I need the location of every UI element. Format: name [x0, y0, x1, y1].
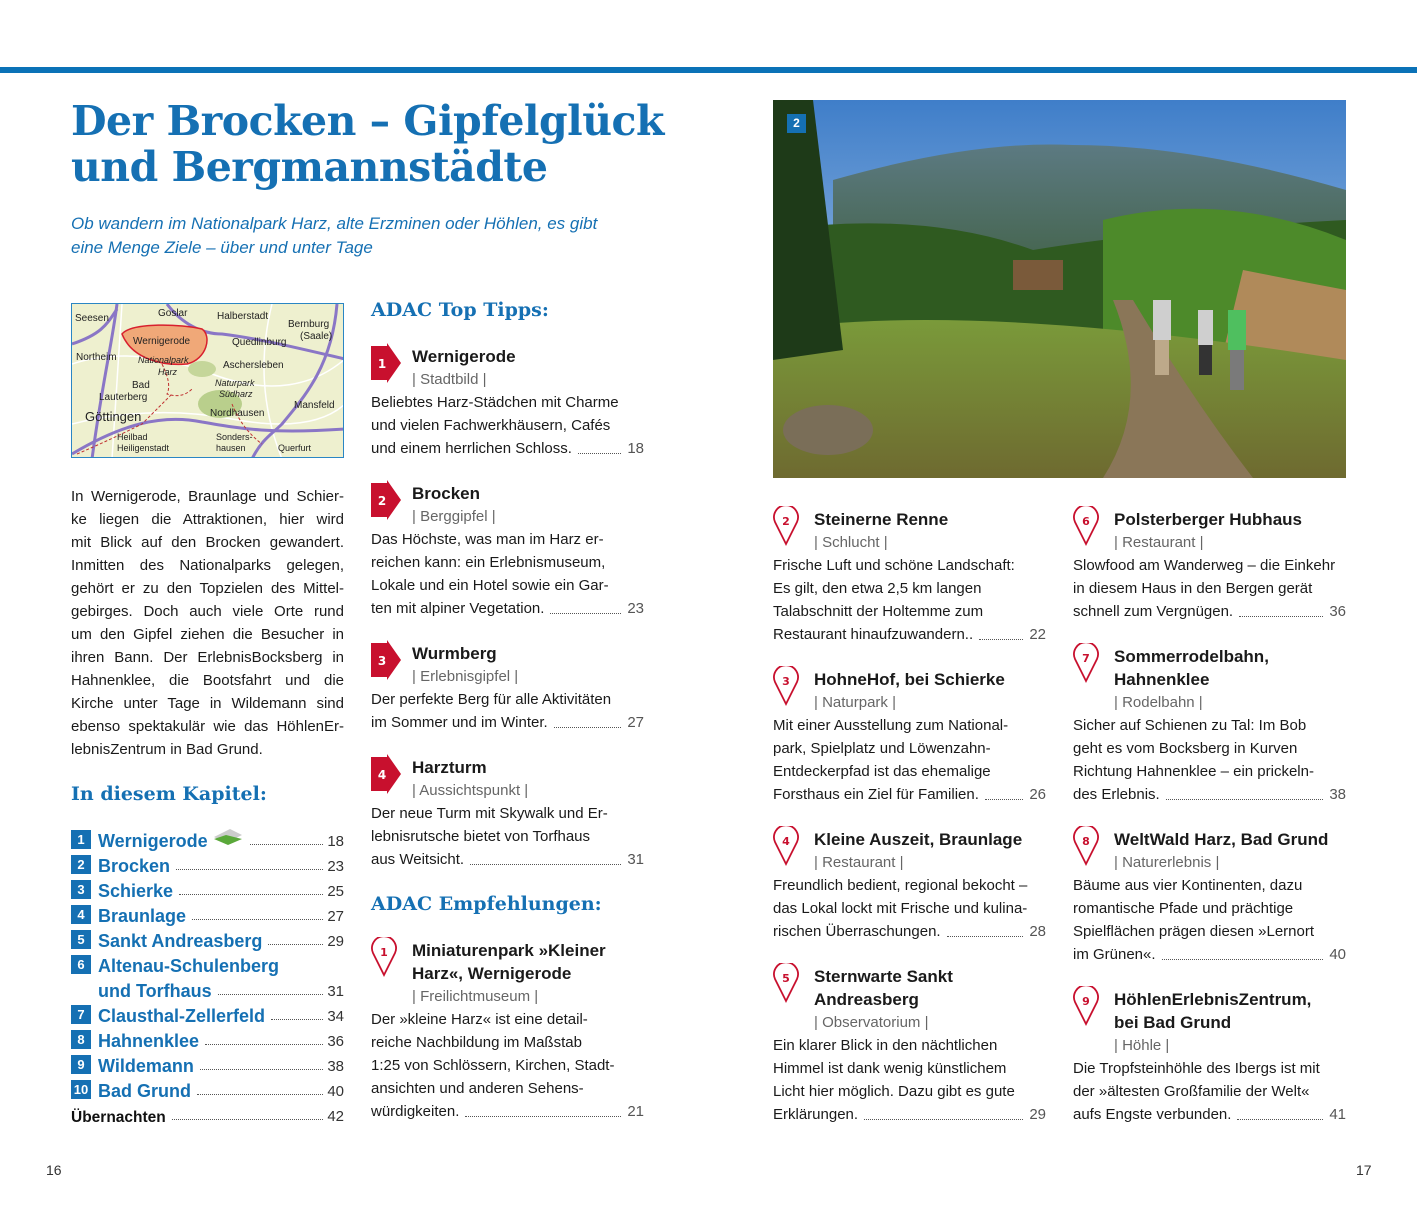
- chapter-number-badge: 4: [71, 905, 91, 924]
- chapter-item-page: 18: [327, 833, 344, 850]
- entry-description-line: Der neue Turm mit Skywalk und Er-: [371, 805, 608, 822]
- dot-leader: [271, 1019, 323, 1020]
- chapter-item-page: 29: [327, 933, 344, 950]
- dot-leader: [1237, 1119, 1323, 1120]
- entry-title: Sommerrodelbahn,: [1114, 647, 1269, 666]
- chapter-item[interactable]: [71, 902, 344, 927]
- top-tip-marker-icon: [371, 343, 401, 387]
- entry-description-line: Licht hier möglich. Dazu gibt es gute: [773, 1083, 1015, 1100]
- entry-description-last-line: [371, 437, 644, 460]
- map-pin-icon: [773, 666, 803, 710]
- entry-page: 36: [1329, 603, 1346, 620]
- entry-description-line: aufs Engste verbunden.: [1073, 1106, 1232, 1123]
- dot-leader: [172, 1119, 324, 1120]
- entry-description-line: Sicher auf Schienen zu Tal: Im Bob: [1073, 717, 1307, 734]
- entry-title: HöhlenErlebnisZentrum,: [1114, 990, 1312, 1009]
- recommendation-entry[interactable]: [1073, 828, 1346, 966]
- intro-line: ihren Bann. Der ErlebnisBocksberg in: [71, 649, 344, 666]
- recommendation-entry[interactable]: [773, 828, 1046, 943]
- map-label: Südharz: [219, 389, 253, 399]
- entry-category: | Rodelbahn |: [1114, 694, 1203, 711]
- intro-line: gehört er zu den Topzielen des Mittel-: [71, 580, 344, 597]
- entry-description-line: lebnisrutsche bietet von Torfhaus: [371, 828, 591, 845]
- entry-title: Andreasberg: [814, 990, 919, 1009]
- map-label: Seesen: [75, 313, 109, 324]
- entry-description-line: reiche Nachbildung im Maßstab: [371, 1034, 582, 1051]
- chapter-item-page: 27: [327, 908, 344, 925]
- chapter-heading: In diesem Kapitel:: [71, 783, 267, 805]
- chapter-item-overnight[interactable]: [71, 1102, 344, 1127]
- dot-leader: [192, 919, 323, 920]
- chapter-item[interactable]: [71, 877, 344, 902]
- entry-description-line: und vielen Fachwerkhäusern, Cafés: [371, 417, 611, 434]
- entry-page: 21: [627, 1103, 644, 1120]
- entry-category: | Restaurant |: [814, 854, 904, 871]
- map-label: Göttingen: [85, 409, 142, 424]
- map-label: Halberstadt: [217, 311, 269, 322]
- chapter-item-page: 36: [327, 1033, 344, 1050]
- entry-description-last-line: [1073, 1103, 1346, 1126]
- dot-leader: [205, 1044, 323, 1045]
- intro-line: um den Gipfel ziehen die Besucher in: [71, 626, 344, 643]
- chapter-number-badge: 10: [71, 1080, 91, 1099]
- recommendation-entry[interactable]: [1073, 988, 1346, 1126]
- map-label: Querfurt: [278, 443, 312, 453]
- map-pin-icon: [1073, 643, 1103, 687]
- landscape-image: [773, 100, 1346, 478]
- chapter-item-page: 40: [327, 1083, 344, 1100]
- chapter-item-name: Wildemann: [98, 1056, 194, 1076]
- top-rule: [0, 67, 1417, 73]
- chapter-item-name: und Torfhaus: [98, 981, 212, 1001]
- svg-text:1: 1: [380, 946, 388, 959]
- dot-leader: [985, 799, 1023, 800]
- map-label: Wernigerode: [133, 336, 191, 347]
- entry-page: 22: [1029, 626, 1046, 643]
- entry-page: 29: [1029, 1106, 1046, 1123]
- chapter-item[interactable]: [71, 1052, 344, 1077]
- entry-description-line: ansichten und anderen Sehens-: [371, 1080, 584, 1097]
- chapter-item-name: Hahnenklee: [98, 1031, 200, 1051]
- chapter-item-name: Bad Grund: [98, 1081, 191, 1101]
- intro-line: ke liegen die Attraktionen, hier wird: [71, 511, 344, 528]
- top-tip-marker-icon: [371, 640, 401, 684]
- recommendation-entry[interactable]: [773, 508, 1046, 646]
- recommendation-entry[interactable]: [371, 939, 644, 1123]
- chapter-number-badge: 3: [71, 880, 91, 899]
- chapter-list: [71, 827, 344, 1127]
- entry-description-line: ten mit alpiner Vegetation.: [371, 600, 545, 617]
- book-icon: [212, 827, 244, 852]
- entry-description-line: 1:25 von Schlössern, Kirchen, Stadt-: [371, 1057, 615, 1074]
- intro-line: Kirche unter Tage in Wildemann sind: [71, 695, 344, 712]
- intro-text: [71, 485, 344, 761]
- intro-line: Inmitten des Nationalparks gelegen,: [71, 557, 344, 574]
- entry-description-last-line: [1073, 600, 1346, 623]
- intro-line: ebenso spektakulär wie das HöhlenEr-: [71, 718, 344, 735]
- entry-title: HohneHof, bei Schierke: [814, 670, 1005, 689]
- entry-title: bei Bad Grund: [1114, 1013, 1232, 1032]
- dot-leader: [268, 944, 323, 945]
- entry-description-line: Restaurant hinaufzuwandern..: [773, 626, 974, 643]
- entry-category: | Berggipfel |: [412, 508, 496, 525]
- chapter-item-page: 42: [327, 1108, 344, 1125]
- map-pin-icon: [1073, 506, 1103, 550]
- entry-description-line: Der perfekte Berg für alle Aktivitäten: [371, 691, 612, 708]
- entry-page: 41: [1329, 1106, 1346, 1123]
- entry-description-line: Es gilt, den etwa 2,5 km langen: [773, 580, 982, 597]
- entry-description-line: Himmel ist dank wenig künstlichem: [773, 1060, 1007, 1077]
- map-pin-icon: [371, 937, 401, 981]
- entry-description-last-line: [773, 1103, 1046, 1126]
- chapter-item-page: 25: [327, 883, 344, 900]
- entry-description-line: in diesem Haus in den Bergen gerät: [1073, 580, 1313, 597]
- column-top-tips: [371, 299, 644, 1145]
- map-label: hausen: [216, 443, 246, 453]
- top-tip-marker-icon: [371, 754, 401, 798]
- map-label: Quedlinburg: [232, 337, 287, 348]
- title-line: und Bergmannstädte: [71, 143, 548, 191]
- map-label: Nordhausen: [210, 408, 265, 419]
- chapter-number-badge: 9: [71, 1055, 91, 1074]
- entry-description-last-line: [773, 920, 1046, 943]
- svg-text:4: 4: [782, 835, 790, 848]
- entry-title: Brocken: [412, 484, 481, 503]
- subtitle-line: Ob wandern im Nationalpark Harz, alte Erzminen oder Höhlen, es gibt: [71, 214, 598, 233]
- entry-category: | Höhle |: [1114, 1037, 1170, 1054]
- map-pin-icon: [1073, 826, 1103, 870]
- map-pin-icon: [773, 963, 803, 1007]
- svg-text:4: 4: [377, 768, 387, 782]
- dot-leader: [179, 894, 323, 895]
- map-label: Lauterberg: [99, 392, 148, 403]
- subtitle-line: eine Menge Ziele – über und unter Tage: [71, 238, 373, 257]
- map-label: Harz: [158, 367, 178, 377]
- photo-number-badge: 2: [787, 114, 806, 133]
- entry-category: | Erlebnisgipfel |: [412, 668, 519, 685]
- recommendation-entry[interactable]: [1073, 645, 1346, 806]
- map-graphic: [72, 304, 344, 458]
- dot-leader: [250, 844, 324, 845]
- dot-leader: [218, 994, 324, 995]
- entry-page: 27: [627, 714, 644, 731]
- entry-title: Hahnenklee: [1114, 670, 1210, 689]
- page-number-right: 17: [1356, 1162, 1372, 1178]
- chapter-item[interactable]: [71, 1002, 344, 1027]
- chapter-item-page: 38: [327, 1058, 344, 1075]
- chapter-item-name: Wernigerode: [98, 831, 208, 851]
- chapter-item-name: Clausthal-Zellerfeld: [98, 1006, 266, 1026]
- top-tip-marker-icon: [371, 480, 401, 524]
- column-recommendations-3: [1073, 508, 1346, 1148]
- entry-description-last-line: [773, 623, 1046, 646]
- entry-description-line: romantische Pfade und prächtige: [1073, 900, 1294, 917]
- map-label: Sonders-: [216, 432, 253, 442]
- dot-leader: [979, 639, 1023, 640]
- svg-text:5: 5: [782, 972, 790, 985]
- entry-title: Miniaturenpark »Kleiner: [412, 941, 606, 960]
- entry-description-line: Das Höchste, was man im Harz er-: [371, 531, 604, 548]
- entry-title: WeltWald Harz, Bad Grund: [1114, 830, 1329, 849]
- chapter-item-name: Übernachten: [71, 1109, 166, 1126]
- entry-title: Wurmberg: [412, 644, 497, 663]
- top-tip-entry[interactable]: [371, 642, 644, 734]
- entry-description-line: Lokale und ein Hotel sowie ein Gar-: [371, 577, 609, 594]
- entry-description-line: Forsthaus ein Ziel für Familien.: [773, 786, 979, 803]
- map-label: Goslar: [158, 308, 188, 319]
- chapter-item-name: Brocken: [98, 856, 171, 876]
- map-label: Bernburg: [288, 319, 330, 330]
- entry-description-line: würdigkeiten.: [371, 1103, 460, 1120]
- recommendation-entry[interactable]: [773, 668, 1046, 806]
- entry-description-last-line: [371, 597, 644, 620]
- map-label: (Saale): [300, 331, 333, 342]
- entry-page: 18: [627, 440, 644, 457]
- dot-leader: [550, 613, 621, 614]
- dot-leader: [200, 1069, 323, 1070]
- entry-description-line: Entdeckerpfad ist das ehemalige: [773, 763, 991, 780]
- chapter-number-badge: 1: [71, 830, 91, 849]
- dot-leader: [197, 1094, 323, 1095]
- chapter-item-name: Sankt Andreasberg: [98, 931, 263, 951]
- entry-description-last-line: [371, 848, 644, 871]
- chapter-item[interactable]: [71, 927, 344, 952]
- entry-page: 38: [1329, 786, 1346, 803]
- intro-line: In Wernigerode, Braunlage und Schier-: [71, 488, 344, 505]
- chapter-item[interactable]: [71, 852, 344, 877]
- intro-line: gebirges. Doch auch viele Orte rund: [71, 603, 344, 620]
- map-pin-icon: [1073, 986, 1103, 1030]
- svg-text:2: 2: [782, 515, 790, 528]
- title-line: Der Brocken – Gipfelglück: [71, 97, 664, 145]
- chapter-item-name: Schierke: [98, 881, 174, 901]
- map-label: Northeim: [76, 352, 117, 363]
- entry-description-line: Freundlich bedient, regional bekocht –: [773, 877, 1028, 894]
- left-column: [71, 485, 344, 1127]
- chapter-number-badge: 7: [71, 1005, 91, 1024]
- region-map: [71, 303, 344, 458]
- entry-title: Harz«, Wernigerode: [412, 964, 572, 983]
- recommendations-heading: ADAC Empfehlungen:: [371, 893, 602, 915]
- map-label: Heiligenstadt: [117, 443, 170, 453]
- chapter-item[interactable]: [71, 1027, 344, 1052]
- map-label: Bad: [132, 380, 150, 391]
- hikers-photo: [773, 100, 1346, 478]
- entry-description-line: rischen Überraschungen.: [773, 923, 941, 940]
- entry-description-line: im Grünen«.: [1073, 946, 1156, 963]
- intro-line: mit Blick auf den Brocken gewandert.: [71, 534, 344, 551]
- entry-page: 40: [1329, 946, 1346, 963]
- svg-text:3: 3: [782, 675, 790, 688]
- page-subtitle: [71, 212, 751, 260]
- chapter-item-page: 23: [327, 858, 344, 875]
- entry-title: Harzturm: [412, 758, 487, 777]
- entry-description-line: Richtung Hahnenklee – ein prickeln-: [1073, 763, 1314, 780]
- entry-title: Sternwarte Sankt: [814, 967, 953, 986]
- chapter-number-badge: 2: [71, 855, 91, 874]
- dot-leader: [1239, 616, 1323, 617]
- entry-description-line: Slowfood am Wanderweg – die Einkehr: [1073, 557, 1336, 574]
- chapter-number-badge: 5: [71, 930, 91, 949]
- chapter-item[interactable]: [71, 1077, 344, 1102]
- entry-description-line: Erklärungen.: [773, 1106, 859, 1123]
- dot-leader: [1162, 959, 1324, 960]
- entry-description-line: im Sommer und im Winter.: [371, 714, 548, 731]
- svg-text:1: 1: [377, 357, 387, 371]
- column-recommendations-2: [773, 508, 1046, 1148]
- dot-leader: [465, 1116, 621, 1117]
- entry-page: 26: [1029, 786, 1046, 803]
- map-label: Nationalpark: [138, 355, 189, 365]
- entry-category: | Freilichtmuseum |: [412, 988, 539, 1005]
- svg-text:2: 2: [377, 494, 387, 508]
- entry-category: | Restaurant |: [1114, 534, 1204, 551]
- entry-description-line: Talabschnitt der Holtemme zum: [773, 603, 984, 620]
- map-label: Heilbad: [117, 432, 148, 442]
- entry-category: | Stadtbild |: [412, 371, 487, 388]
- dot-leader: [176, 869, 323, 870]
- entry-description-last-line: [1073, 943, 1346, 966]
- entry-description-line: schnell zum Vergnügen.: [1073, 603, 1234, 620]
- top-tip-entry[interactable]: [371, 345, 644, 460]
- entry-description-line: des Erlebnis.: [1073, 786, 1160, 803]
- svg-text:3: 3: [377, 654, 387, 668]
- entry-description-line: der »ältesten Großfamilie der Welt«: [1073, 1083, 1310, 1100]
- chapter-item-name: Braunlage: [98, 906, 187, 926]
- chapter-item-page: 34: [327, 1008, 344, 1025]
- entry-description-line: Mit einer Ausstellung zum National-: [773, 717, 1009, 734]
- top-tips-heading: ADAC Top Tipps:: [371, 299, 549, 321]
- dot-leader: [470, 864, 621, 865]
- entry-description-line: Der »kleine Harz« ist eine detail-: [371, 1011, 588, 1028]
- intro-line: lebnisZentrum in Bad Grund.: [71, 741, 263, 758]
- entry-page: 28: [1029, 923, 1046, 940]
- entry-category: | Aussichtspunkt |: [412, 782, 529, 799]
- entry-description-line: Frische Luft und schöne Landschaft:: [773, 557, 1015, 574]
- map-pin-icon: [773, 506, 803, 550]
- entry-description-line: Ein klarer Blick in den nächtlichen: [773, 1037, 998, 1054]
- dot-leader: [1166, 799, 1324, 800]
- entry-description-line: aus Weitsicht.: [371, 851, 465, 868]
- entry-description-last-line: [371, 1100, 644, 1123]
- entry-title: Kleine Auszeit, Braunlage: [814, 830, 1023, 849]
- entry-title: Polsterberger Hubhaus: [1114, 510, 1302, 529]
- intro-line: Hahnenklee, die Bootsfahrt und die: [71, 672, 344, 689]
- entry-description-last-line: [773, 783, 1046, 806]
- entry-category: | Observatorium |: [814, 1014, 929, 1031]
- page-number-left: 16: [46, 1162, 62, 1178]
- entry-description-last-line: [1073, 783, 1346, 806]
- map-label: Naturpark: [215, 378, 255, 388]
- chapter-item[interactable]: [71, 952, 344, 977]
- entry-page: 31: [627, 851, 644, 868]
- entry-description-line: Die Tropfsteinhöhle des Ibergs ist mit: [1073, 1060, 1320, 1077]
- top-tip-entry[interactable]: [371, 756, 644, 871]
- chapter-number-badge: 6: [71, 955, 91, 974]
- entry-description-last-line: [371, 711, 644, 734]
- dot-leader: [947, 936, 1024, 937]
- entry-description-line: und einem herrlichen Schloss.: [371, 440, 572, 457]
- entry-description-line: geht es vom Bocksberg in Kurven: [1073, 740, 1298, 757]
- chapter-item-continued: [71, 977, 344, 1002]
- entry-title: Steinerne Renne: [814, 510, 949, 529]
- page-title: [71, 98, 751, 190]
- entry-description-line: reichen kann: ein Erlebnismuseum,: [371, 554, 606, 571]
- entry-description-line: Beliebtes Harz-Städchen mit Charme: [371, 394, 619, 411]
- entry-description-line: das Lokal lockt mit Frische und kulina-: [773, 900, 1028, 917]
- chapter-item[interactable]: [71, 827, 344, 852]
- dot-leader: [578, 453, 621, 454]
- recommendation-entry[interactable]: [773, 965, 1046, 1126]
- entry-category: | Naturpark |: [814, 694, 896, 711]
- chapter-item-page: 31: [327, 983, 344, 1000]
- svg-text:7: 7: [1082, 652, 1090, 665]
- recommendation-entry[interactable]: [1073, 508, 1346, 623]
- chapter-number-badge: 8: [71, 1030, 91, 1049]
- entry-description-line: park, Spielplatz und Löwenzahn-: [773, 740, 991, 757]
- chapter-item-name: Altenau-Schulenberg: [98, 956, 280, 976]
- top-tip-entry[interactable]: [371, 482, 644, 620]
- map-label: Aschersleben: [223, 360, 284, 371]
- map-label: Mansfeld: [294, 400, 335, 411]
- entry-category: | Naturerlebnis |: [1114, 854, 1220, 871]
- svg-text:9: 9: [1082, 995, 1090, 1008]
- entry-title: Wernigerode: [412, 347, 516, 366]
- svg-text:6: 6: [1082, 515, 1090, 528]
- entry-category: | Schlucht |: [814, 534, 888, 551]
- dot-leader: [864, 1119, 1023, 1120]
- dot-leader: [554, 727, 622, 728]
- svg-text:8: 8: [1082, 835, 1090, 848]
- map-pin-icon: [773, 826, 803, 870]
- entry-page: 23: [627, 600, 644, 617]
- entry-description-line: Bäume aus vier Kontinenten, dazu: [1073, 877, 1303, 894]
- entry-description-line: Spielflächen prägen diesen »Lernort: [1073, 923, 1315, 940]
